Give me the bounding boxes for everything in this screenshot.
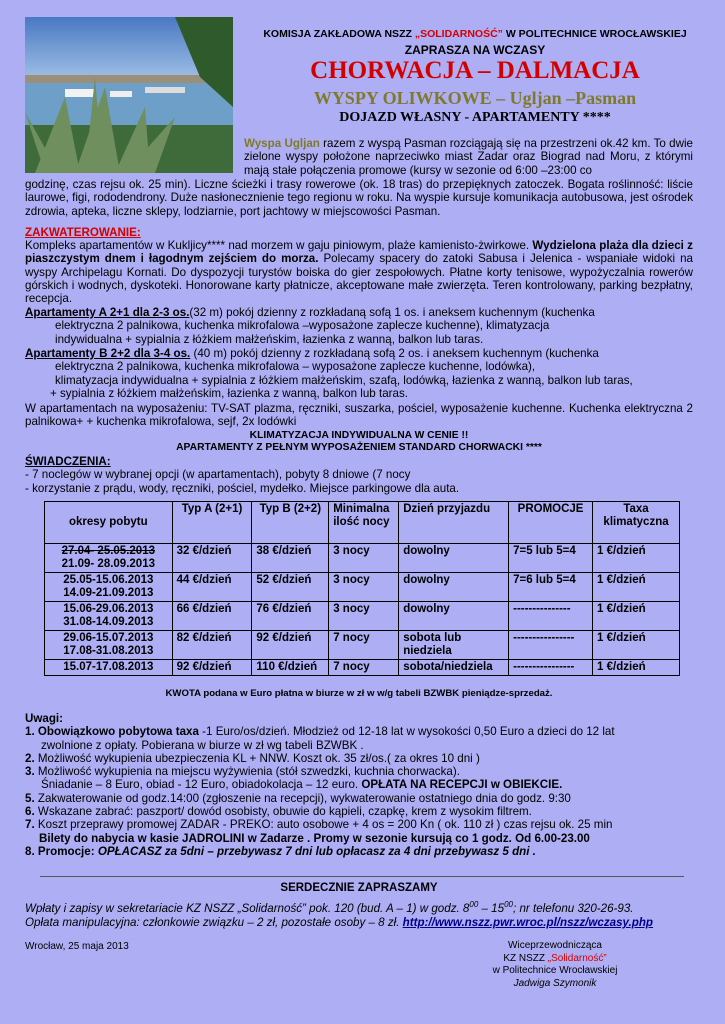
- note-5-number: 5.: [25, 791, 35, 805]
- equipment-paragraph: W apartamentach na wyposażeniu: TV-SAT plazma, ręczniki, suszarka, pościel, wyposażenie kuchenne. Kuchenka elektryczna 2 palnikowa+ + kuchenka mikrofalowa, sejf, 2x lodówki: [25, 402, 693, 429]
- apartment-a-block: [25, 306, 693, 346]
- period-start: 15.06-29.06.2013: [63, 603, 154, 615]
- accommodation-heading: ZAKWATEROWANIE:: [25, 226, 141, 239]
- accommodation-text-c: Polecamy spacery do zatoki Sabusa i Jelenica - wspaniałe widoki na wyspy Archipelagu Kornati. Do dyspozycji turystów boiska do gier zespołowych. Płatne korty tenisowe, wypożyczalnia rowerów górskich i wodnych, dyskoteki. Honorowane karty płatnicze, akceptowane małe zwierzęta. Teren kontrolowany, parking bezpłatny, recepcja.: [25, 252, 693, 306]
- arrival-day: dowolny: [399, 602, 509, 631]
- signature-org-quote: „Solidarność”: [547, 952, 607, 964]
- notes-block: [25, 712, 693, 858]
- header-climate-tax: Taxa klimatyczna: [593, 502, 680, 544]
- table-row: [45, 573, 680, 602]
- accommodation-text-a: Kompleks apartamentów w Kukljicy**** nad morzem w gaju piniowym, plaże kamienisto-żwirkowe.: [25, 239, 533, 252]
- invite-line: ZAPRASZA NA WCZASY: [404, 43, 546, 57]
- price-table: [44, 501, 680, 676]
- org-suffix: W POLITECHNICE WROCŁAWSKIEJ: [502, 28, 687, 40]
- signature-org: KZ NSZZ: [503, 952, 548, 964]
- note-7-text: Koszt przeprawy promowej ZADAR - PREKO: auto osobowe + 4 os = 200 Kn ( ok. 110 zł ) czas rejsu ok. 25 min: [34, 818, 613, 832]
- note-3-cont: Śniadanie – 8 Euro, obiad - 12 Euro, obiadokolacja – 12 euro.: [41, 778, 362, 792]
- period-start: 27.04- 25.05.2013: [61, 545, 155, 557]
- note-3-bold: OPŁATA NA RECEPCJI w OBIEKCIE.: [361, 778, 563, 792]
- transport-line: DOJAZD WŁASNY - APARTAMENTY ****: [339, 110, 611, 125]
- note-3-text: Możliwość wykupienia na miejscu wyżywienia (stół szwedzki, kuchnia chorwacka).: [34, 765, 460, 779]
- climate-tax: 1 €/dzień: [593, 660, 680, 676]
- period-end: 17.08-31.08.2013: [63, 645, 154, 657]
- price-b: 38 €/dzień: [252, 544, 329, 573]
- intro-lead: Wyspa Ugljan: [244, 137, 320, 150]
- climate-tax: 1 €/dzień: [593, 544, 680, 573]
- footer-divider: [40, 876, 684, 877]
- intro-paragraph: [244, 137, 693, 177]
- standard-note: APARTAMENTY Z PEŁNYM WYPOSAŻENIEM STANDARD CHORWACKI ****: [176, 442, 542, 453]
- arrival-day: sobota/niedziela: [399, 660, 509, 676]
- promotion: ----------------: [509, 660, 593, 676]
- payments-line: [25, 902, 693, 915]
- note-3-number: 3.: [25, 765, 35, 779]
- apartment-b-line-3: klimatyzacja indywidualna + sypialnia z łóżkiem małżeńskim, szafą, lodówką, łazienka z wanną, balkon lub taras,: [55, 373, 633, 387]
- welcome-line: SERDECZNIE ZAPRASZAMY: [280, 882, 438, 894]
- accommodation-text-b: Wydzielona plaża dla dzieci z piaszczystym dnem i łagodnym zejściem do morza.: [25, 239, 693, 266]
- price-a: 66 €/dzień: [172, 602, 252, 631]
- min-nights: 3 nocy: [329, 544, 399, 573]
- fee-text: Opłata manipulacyjna: członkowie związku – 2 zł, pozostałe osoby – 8 zł.: [25, 916, 403, 929]
- note-6-text: Wskazane zabrać: paszport/ dowód osobisty, obuwie do kąpieli, czapkę, krem z wysokim filtrem.: [34, 805, 532, 819]
- price-a: 92 €/dzień: [172, 660, 252, 676]
- climate-tax: 1 €/dzień: [593, 631, 680, 660]
- promotion: ----------------: [509, 631, 593, 660]
- arrival-day: dowolny: [399, 544, 509, 573]
- payments-sup-1: 00: [469, 900, 479, 910]
- date-line: Wrocław, 25 maja 2013: [25, 941, 129, 952]
- signature-name: Jadwiga Szymonik: [513, 977, 597, 989]
- organization-line: [240, 28, 710, 40]
- min-nights: 7 nocy: [329, 660, 399, 676]
- period-cell: [45, 544, 173, 573]
- period-end: 31.08-14.09.2013: [63, 616, 154, 628]
- services-heading: ŚWIADCZENIA:: [25, 455, 111, 468]
- price-table-header: [45, 502, 680, 544]
- apartment-a-line-1: (32 m) pokój dzienny z rozkładaną sofą 1 os. i aneksem kuchennym (kuchenka: [189, 306, 595, 319]
- note-2-text: Możliwość wykupienia ubezpieczenia KL + NNW. Koszt ok. 35 zł/os.( za okres 10 dni ): [34, 751, 480, 765]
- payments-sup-2: 00: [504, 900, 513, 910]
- intro-paragraph-cont: godzinę, czas rejsu ok. 25 min). Liczne ścieżki i trasy rowerowe (ok. 18 tras) do przepięknych zatoczek. Bogata roślinność: liście laurowe, figi, rododendrony. Duże nasłonecznienie tego regionu w roku. Na wyspie kursuje komunikacja autobusowa, jest ośrodek zdrowia, apteka, liczne sklepy, lodziarnie, port jachtowy w miejscowości Pasman.: [25, 178, 693, 218]
- min-nights: 7 nocy: [329, 631, 399, 660]
- apartment-b-block: [25, 347, 693, 400]
- climate-tax: 1 €/dzień: [593, 573, 680, 602]
- header-type-a: Typ A (2+1): [172, 502, 252, 544]
- price-a: 32 €/dzień: [172, 544, 252, 573]
- price-b: 110 €/dzień: [252, 660, 329, 676]
- period-start: 29.06-15.07.2013: [63, 632, 154, 644]
- promotion: 7=5 lub 5=4: [509, 544, 593, 573]
- note-7-number: 7.: [25, 818, 35, 832]
- table-footnote: KWOTA podana w Euro płatna w biurze w zł w w/g tabeli BZWBK pieniądze-sprzedaż.: [165, 688, 553, 699]
- price-a: 44 €/dzień: [172, 573, 252, 602]
- accommodation-paragraph: [25, 239, 693, 305]
- note-5-text: Zakwaterowanie od godz.14:00 (zgłoszenie na recepcji), wykwaterowanie ostatniego dnia do godz. 9:30: [34, 791, 571, 805]
- header-arrival-day: Dzień przyjazdu: [399, 502, 509, 544]
- min-nights: 3 nocy: [329, 602, 399, 631]
- page-title: CHORWACJA – DALMACJA: [310, 57, 640, 84]
- price-b: 52 €/dzień: [252, 573, 329, 602]
- promotion: 7=6 lub 5=4: [509, 573, 593, 602]
- note-1-number: 1.: [25, 725, 38, 739]
- period-start: 25.05-15.06.2013: [63, 574, 154, 586]
- note-2-number: 2.: [25, 751, 35, 765]
- table-row: [45, 602, 680, 631]
- apartment-a-line-2: elektryczna 2 palnikowa, kuchenka mikrofalowa –wyposażone zaplecze kuchenne), klimatyzacja: [55, 319, 550, 333]
- signature-institution: w Politechnice Wrocławskiej: [492, 965, 618, 976]
- payments-text-c: ; nr telefonu 320-26-93.: [513, 902, 634, 915]
- signature-block: [470, 940, 640, 990]
- header-min-nights: Minimalna ilość nocy: [329, 502, 399, 544]
- note-1-cont: zwolnione z opłaty. Pobierana w biurze w zł wg tabeli BZWBK .: [41, 738, 364, 752]
- period-cell: 15.07-17.08.2013: [45, 660, 173, 676]
- period-cell: [45, 631, 173, 660]
- website-link[interactable]: http://www.nszz.pwr.wroc.pl/nszz/wczasy.php: [402, 916, 654, 929]
- page-subtitle: WYSPY OLIWKOWE – Ugljan –Pasman: [313, 88, 637, 108]
- intro-text-1: razem z wyspą Pasman rozciągają się na przestrzeni ok.42 km. To dwie zielone wyspy położone naprzeciwko miast Zadar oraz Biograd nad Moru, z którymi mają stałe połączenia promowe (kursy w sezonie od 6:00 –23:00 co: [244, 137, 694, 177]
- fee-line: [25, 916, 693, 929]
- promotion: ---------------: [509, 602, 593, 631]
- period-end: 21.09- 28.09.2013: [61, 558, 155, 570]
- note-7-cont: Bilety do nabycia w kasie JADROLINI w Zadarze . Promy w sezonie kursują co 1 godz. Od 6.00-23.00: [39, 831, 590, 845]
- table-row: [45, 631, 680, 660]
- resort-photo: [25, 17, 233, 173]
- note-8-text: OPŁACASZ za 5dni – przebywasz 7 dni lub opłacasz za 4 dni przebywasz 5 dni .: [97, 844, 536, 858]
- apartment-b-line-2: elektryczna 2 palnikowa, kuchenka mikrofalowa – wyposażone zaplecze kuchenne, lodówka),: [55, 360, 536, 374]
- note-1-text: -1 Euro/os/dzień. Młodzież od 12-18 lat w wysokości 0,50 Euro a dzieci do 12 lat: [198, 725, 615, 739]
- arrival-day: dowolny: [399, 573, 509, 602]
- header-period: okresy pobytu: [45, 502, 173, 544]
- apartment-b-line-1: (40 m) pokój dzienny z rozkładaną sofą 2 os. i aneksem kuchennym (kuchenka: [190, 347, 599, 360]
- price-a: 82 €/dzień: [172, 631, 252, 660]
- header-type-b: Typ B (2+2): [252, 502, 329, 544]
- note-6-number: 6.: [25, 805, 35, 819]
- price-b: 92 €/dzień: [252, 631, 329, 660]
- header-promotions: PROMOCJE: [509, 502, 593, 544]
- apartment-b-line-4: + sypialnia z łóżkiem małżeńskim, łazienka z wanną, balkon lub taras.: [50, 386, 408, 400]
- org-quote: „SOLIDARNOŚĆ”: [414, 28, 503, 40]
- payments-text-b: – 15: [478, 902, 505, 915]
- climate-tax: 1 €/dzień: [593, 602, 680, 631]
- signature-role: Wiceprzewodnicząca: [508, 940, 602, 951]
- period-cell: [45, 602, 173, 631]
- services-item-1: - 7 noclegów w wybranej opcji (w apartamentach), pobyty 8 dniowe (7 nocy: [25, 468, 411, 481]
- org-prefix: KOMISJA ZAKŁADOWA NSZZ: [263, 28, 415, 40]
- arrival-day: sobota lub niedziela: [399, 631, 509, 660]
- notes-heading: Uwagi:: [25, 712, 64, 725]
- period-cell: [45, 573, 173, 602]
- period-end: 14.09-21.09.2013: [63, 587, 154, 599]
- aircon-note: KLIMATYZACJA INDYWIDUALNA W CENIE !!: [249, 430, 469, 441]
- note-8-number: 8. Promocje:: [25, 844, 98, 858]
- table-row: [45, 544, 680, 573]
- min-nights: 3 nocy: [329, 573, 399, 602]
- apartment-b-label: Apartamenty B 2+2 dla 3-4 os.: [25, 347, 191, 360]
- apartment-a-line-3: indywidualna + sypialnia z łóżkiem małżeńskim, łazienka z wanną, balkon lub taras.: [55, 332, 484, 346]
- services-item-2: - korzystanie z prądu, wody, ręczniki, pościel, mydełko. Miejsce parkingowe dla auta.: [25, 482, 460, 495]
- payments-text-a: Wpłaty i zapisy w sekretariacie KZ NSZZ „Solidarność” pok. 120 (bud. A – 1) w godz. 8: [25, 902, 470, 915]
- table-row: [45, 660, 680, 676]
- apartment-a-label: Apartamenty A 2+1 dla 2-3 os.: [25, 306, 190, 319]
- note-1-bold: Obowiązkowo pobytowa taxa: [37, 725, 199, 739]
- price-b: 76 €/dzień: [252, 602, 329, 631]
